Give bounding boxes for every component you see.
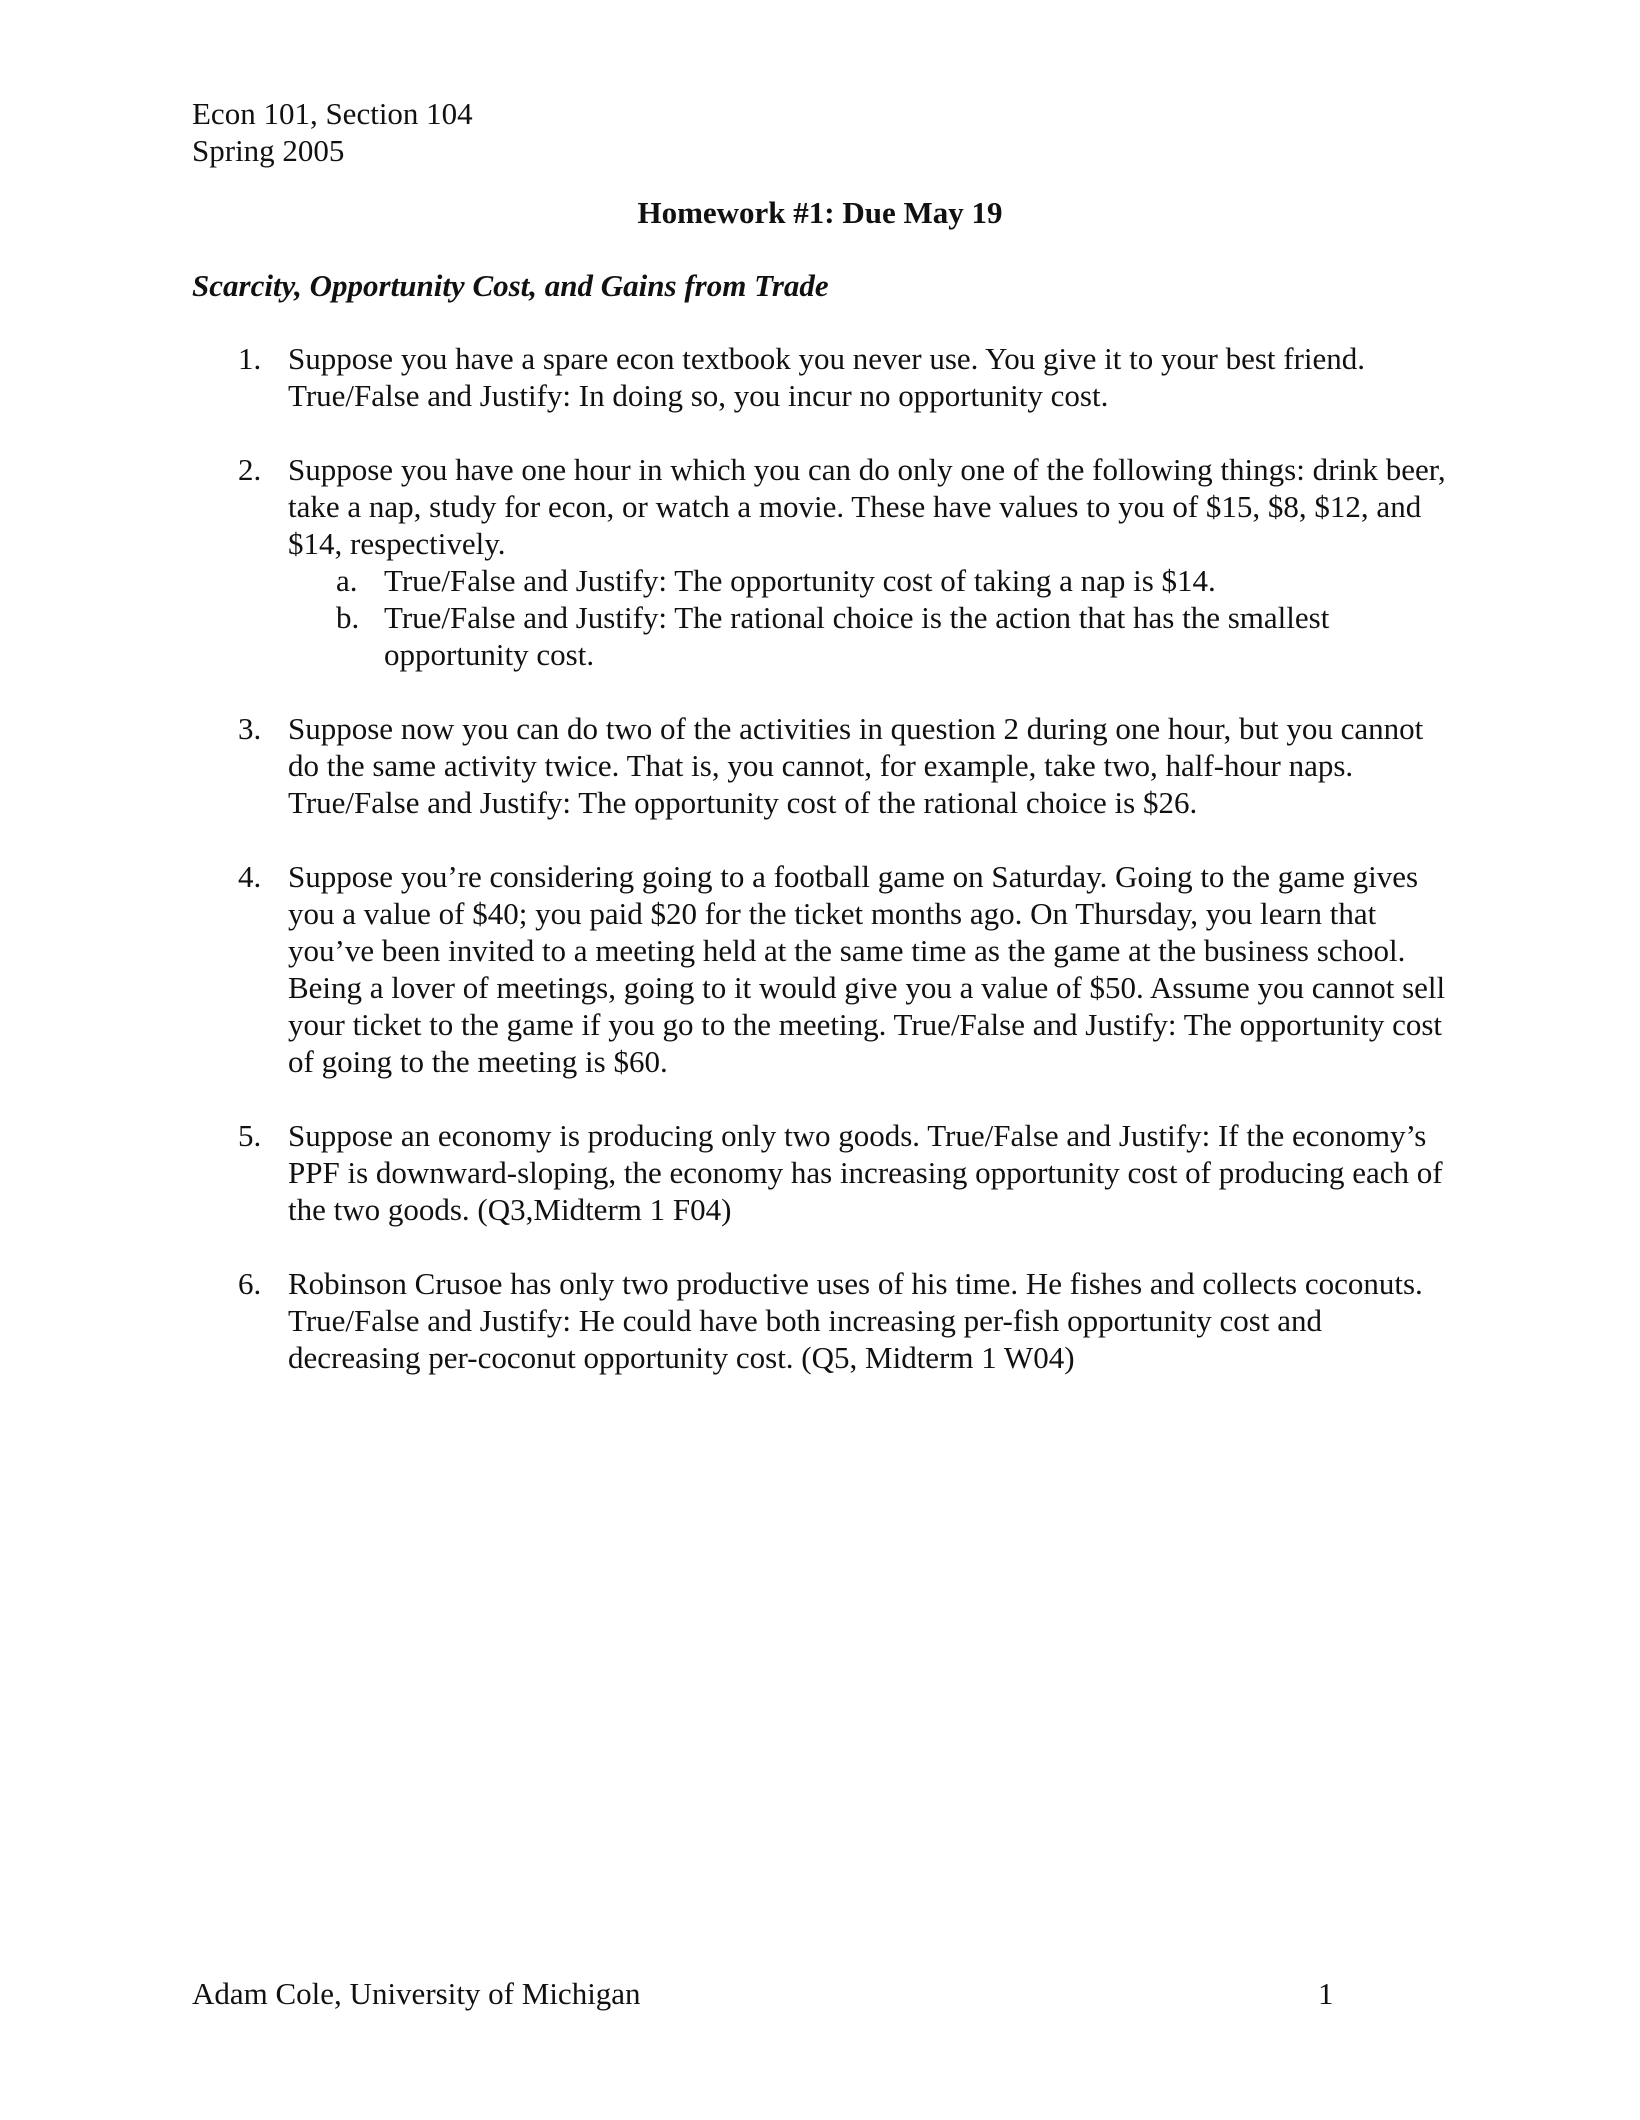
section-heading: Scarcity, Opportunity Cost, and Gains from Trade [192,268,829,303]
question-text: Suppose an economy is producing only two goods. True/False and Justify: If the economy’s PPF is downward-sloping, the economy has increasing opportunity cost of producing each of the two goods. (Q3,Midterm 1 F04) [288,1118,1443,1227]
question-text: Suppose you have a spare econ textbook you never use. You give it to your best friend. True/False and Justify: In doing so, you incur no opportunity cost. [288,341,1366,413]
question-number: 1. [238,341,262,376]
question-list [192,340,1452,1413]
homework-title: Homework #1: Due May 19 [637,195,1003,230]
sub-question-list [288,562,1452,673]
question-number: 6. [238,1266,262,1301]
footer-author: Adam Cole, University of Michigan [192,1976,641,2011]
question-number: 4. [238,859,262,894]
question-4 [192,858,1452,1080]
sub-question-letter: a. [336,563,358,598]
question-number: 2. [238,452,262,487]
question-text: Suppose you’re considering going to a football game on Saturday. Going to the game gives you a value of $40; you paid $20 for the ticket months ago. On Thursday, you learn that you’ve been invited to a meeting held at the same time as the game at the business school. Being a lover of meetings, going to it would give you a value of $50. Assume you cannot sell your ticket to the game if you go to the meeting. True/False and Justify: The opportunity cost of going to the meeting is $60. [288,859,1446,1079]
question-2 [192,451,1452,673]
course-info [192,95,473,169]
course-name: Econ 101, Section 104 [192,96,473,131]
question-1 [192,340,1452,414]
question-text: Suppose you have one hour in which you can do only one of the following things: drink beer, take a nap, study for econ, or watch a movie. These have values to you of $15, $8, $12, and $14, respectively. [288,452,1446,561]
question-text: Robinson Crusoe has only two productive uses of his time. He fishes and collects coconuts. True/False and Justify: He could have both increasing per-fish opportunity cost and decreasing per-coconut opportunity cost. (Q5, Midterm 1 W04) [288,1266,1423,1375]
sub-question-text: True/False and Justify: The opportunity cost of taking a nap is $14. [384,563,1216,598]
question-number: 5. [238,1118,262,1153]
sub-question-letter: b. [336,600,360,635]
question-6 [192,1265,1452,1376]
question-3 [192,710,1452,821]
question-text: Suppose now you can do two of the activities in question 2 during one hour, but you cannot do the same activity twice. That is, you cannot, for example, take two, half-hour naps. True/False and Justify: The opportunity cost of the rational choice is $26. [288,711,1424,820]
sub-question-b [288,599,1452,673]
page-number: 1 [1318,1976,1334,2011]
question-5 [192,1117,1452,1228]
question-number: 3. [238,711,262,746]
sub-question-text: True/False and Justify: The rational choice is the action that has the smallest opportunity cost. [384,600,1330,672]
sub-question-a [288,562,1452,599]
course-term: Spring 2005 [192,133,345,168]
